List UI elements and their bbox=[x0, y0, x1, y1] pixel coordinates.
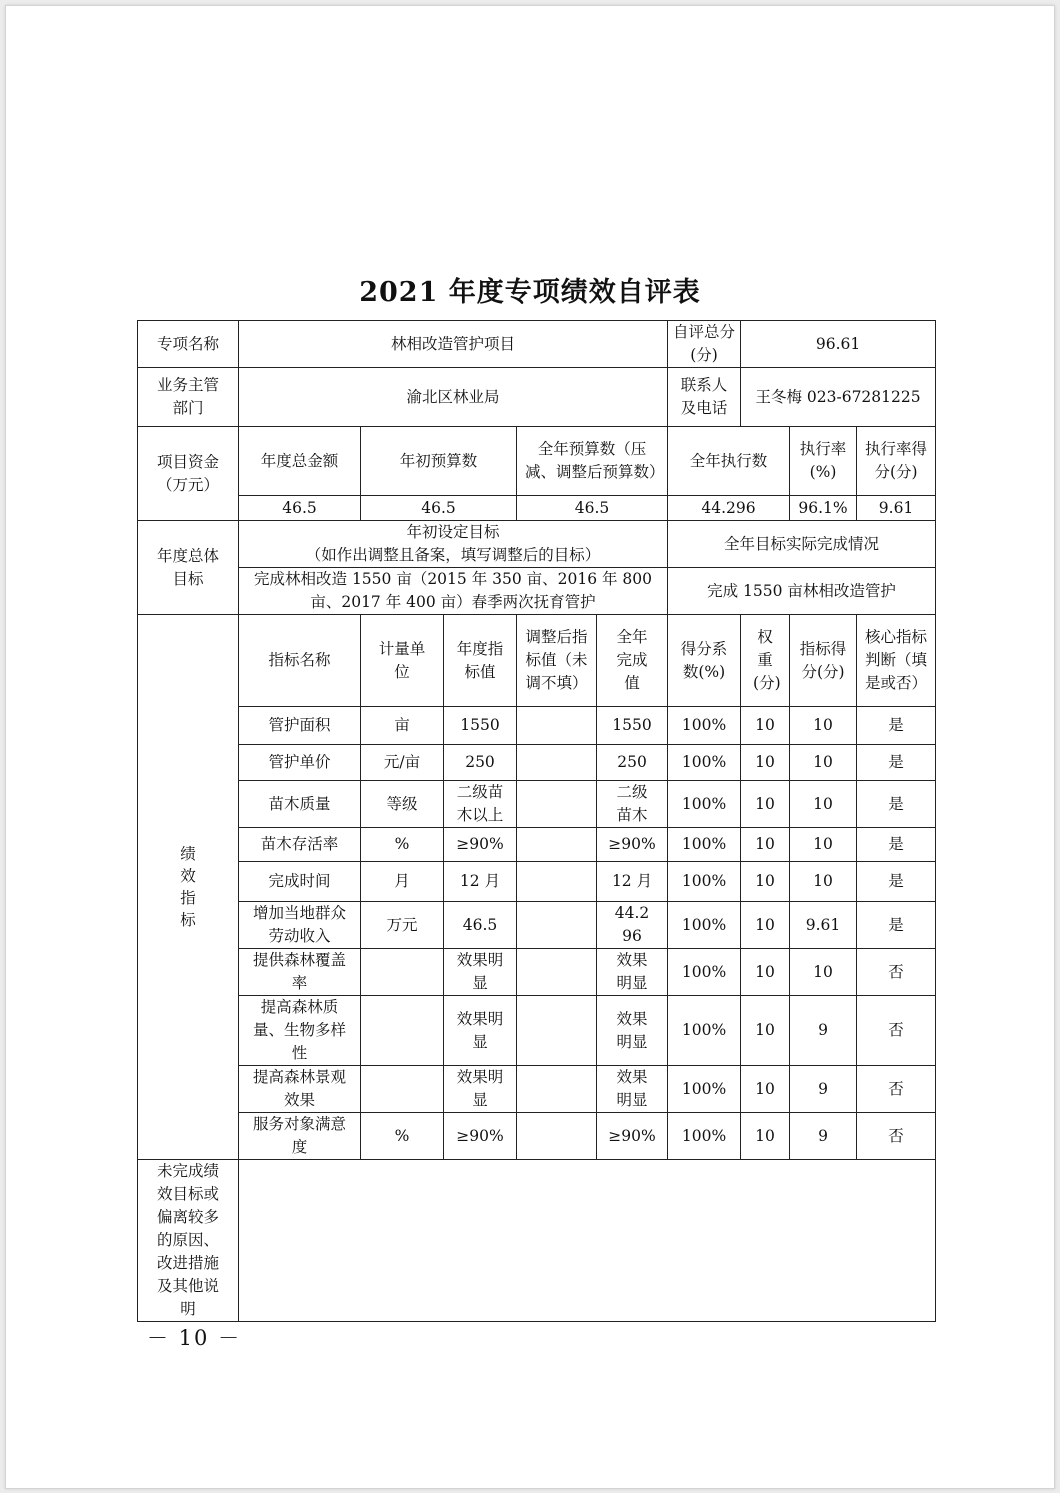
indicator-name: 完成时间 bbox=[239, 862, 361, 902]
row-remarks bbox=[138, 1160, 936, 1322]
funds-value-4: 96.1% bbox=[790, 496, 857, 521]
indicator-row bbox=[138, 745, 936, 781]
funds-header-4: 执行率(%) bbox=[790, 427, 857, 496]
indicator-score: 9.61 bbox=[790, 902, 857, 949]
indicator-header-5: 得分系数(%) bbox=[668, 615, 741, 707]
indicator-coefficient: 100% bbox=[668, 707, 741, 745]
remarks-label: 未完成绩效目标或偏离较多的原因、改进措施及其他说明 bbox=[138, 1160, 239, 1322]
indicator-target: 效果明显 bbox=[444, 949, 517, 996]
indicator-name: 提高森林质量、生物多样性 bbox=[239, 996, 361, 1066]
department-value: 渝北区林业局 bbox=[239, 368, 668, 427]
page-number: － 10 － bbox=[147, 1326, 242, 1350]
indicator-core: 是 bbox=[857, 828, 936, 862]
indicator-unit: 月 bbox=[361, 862, 444, 902]
indicator-core: 否 bbox=[857, 949, 936, 996]
table-body bbox=[138, 321, 936, 1322]
indicator-row bbox=[138, 781, 936, 828]
indicator-adjusted bbox=[517, 1066, 597, 1113]
indicator-header-3: 调整后指标值（未调不填） bbox=[517, 615, 597, 707]
indicator-weight: 10 bbox=[741, 1066, 790, 1113]
goals-set-header-line1: 年初设定目标 bbox=[406, 523, 500, 541]
indicator-coefficient: 100% bbox=[668, 745, 741, 781]
indicator-core: 是 bbox=[857, 781, 936, 828]
indicator-unit bbox=[361, 949, 444, 996]
indicator-actual: 1550 bbox=[597, 707, 668, 745]
contact-label: 联系人及电话 bbox=[668, 368, 741, 427]
row-goals-values bbox=[138, 568, 936, 615]
goals-set-header-line2: （如作出调整且备案，填写调整后的目标） bbox=[305, 546, 601, 564]
indicator-row bbox=[138, 707, 936, 745]
indicator-header-2: 年度指标值 bbox=[444, 615, 517, 707]
indicator-row bbox=[138, 1113, 936, 1160]
indicator-coefficient: 100% bbox=[668, 828, 741, 862]
indicator-target: 46.5 bbox=[444, 902, 517, 949]
indicator-actual: 二级苗木 bbox=[597, 781, 668, 828]
indicator-core: 是 bbox=[857, 745, 936, 781]
goals-actual-header: 全年目标实际完成情况 bbox=[668, 521, 936, 568]
indicator-score: 9 bbox=[790, 996, 857, 1066]
indicator-weight: 10 bbox=[741, 707, 790, 745]
indicator-score: 10 bbox=[790, 949, 857, 996]
indicator-row bbox=[138, 862, 936, 902]
indicator-actual: ≥90% bbox=[597, 828, 668, 862]
indicator-adjusted bbox=[517, 745, 597, 781]
funds-header-0: 年度总金额 bbox=[239, 427, 361, 496]
indicator-weight: 10 bbox=[741, 1113, 790, 1160]
department-label: 业务主管部门 bbox=[138, 368, 239, 427]
indicator-core: 是 bbox=[857, 862, 936, 902]
indicator-name: 提高森林景观效果 bbox=[239, 1066, 361, 1113]
self-score-value: 96.61 bbox=[741, 321, 936, 368]
indicator-score: 9 bbox=[790, 1113, 857, 1160]
goals-label: 年度总体目标 bbox=[138, 521, 239, 615]
indicator-unit: 万元 bbox=[361, 902, 444, 949]
indicator-target: ≥90% bbox=[444, 828, 517, 862]
indicator-actual: 12 月 bbox=[597, 862, 668, 902]
indicator-header-4: 全年完成值 bbox=[597, 615, 668, 707]
indicator-unit: 元/亩 bbox=[361, 745, 444, 781]
goals-actual-value: 完成 1550 亩林相改造管护 bbox=[668, 568, 936, 615]
project-name-value: 林相改造管护项目 bbox=[239, 321, 668, 368]
indicator-score: 10 bbox=[790, 828, 857, 862]
indicator-coefficient: 100% bbox=[668, 862, 741, 902]
indicator-adjusted bbox=[517, 902, 597, 949]
indicator-unit: % bbox=[361, 828, 444, 862]
indicator-header-1: 计量单位 bbox=[361, 615, 444, 707]
indicator-row bbox=[138, 902, 936, 949]
indicator-unit: 亩 bbox=[361, 707, 444, 745]
indicator-actual: ≥90% bbox=[597, 1113, 668, 1160]
indicator-score: 9 bbox=[790, 1066, 857, 1113]
indicator-row bbox=[138, 828, 936, 862]
indicator-coefficient: 100% bbox=[668, 1113, 741, 1160]
indicator-score: 10 bbox=[790, 862, 857, 902]
indicator-header-7: 指标得分(分) bbox=[790, 615, 857, 707]
contact-value: 王冬梅 023-67281225 bbox=[741, 368, 936, 427]
indicator-actual: 250 bbox=[597, 745, 668, 781]
row-project-name bbox=[138, 321, 936, 368]
goals-set-value: 完成林相改造 1550 亩（2015 年 350 亩、2016 年 800 亩、2017 年 400 亩）春季两次抚育管护 bbox=[239, 568, 668, 615]
indicator-target: 12 月 bbox=[444, 862, 517, 902]
indicator-unit bbox=[361, 1066, 444, 1113]
row-funds-values bbox=[138, 496, 936, 521]
indicator-weight: 10 bbox=[741, 828, 790, 862]
project-name-label: 专项名称 bbox=[138, 321, 239, 368]
indicator-row bbox=[138, 1066, 936, 1113]
indicator-adjusted bbox=[517, 781, 597, 828]
indicator-target: ≥90% bbox=[444, 1113, 517, 1160]
goals-set-header bbox=[239, 521, 668, 568]
indicator-target: 效果明显 bbox=[444, 996, 517, 1066]
funds-header-1: 年初预算数 bbox=[361, 427, 517, 496]
indicator-weight: 10 bbox=[741, 996, 790, 1066]
indicator-unit bbox=[361, 996, 444, 1066]
page-title: 2021 年度专项绩效自评表 bbox=[359, 277, 701, 308]
indicator-name: 苗木质量 bbox=[239, 781, 361, 828]
indicator-weight: 10 bbox=[741, 745, 790, 781]
indicator-weight: 10 bbox=[741, 902, 790, 949]
indicator-score: 10 bbox=[790, 745, 857, 781]
indicator-target: 250 bbox=[444, 745, 517, 781]
indicator-name: 提供森林覆盖率 bbox=[239, 949, 361, 996]
indicator-core: 是 bbox=[857, 902, 936, 949]
indicator-adjusted bbox=[517, 862, 597, 902]
indicator-row bbox=[138, 949, 936, 996]
indicator-target: 效果明显 bbox=[444, 1066, 517, 1113]
indicator-target: 1550 bbox=[444, 707, 517, 745]
funds-value-2: 46.5 bbox=[517, 496, 668, 521]
indicator-name: 服务对象满意度 bbox=[239, 1113, 361, 1160]
indicator-coefficient: 100% bbox=[668, 902, 741, 949]
indicator-name: 管护面积 bbox=[239, 707, 361, 745]
indicator-core: 否 bbox=[857, 1066, 936, 1113]
indicator-header-6: 权重(分) bbox=[741, 615, 790, 707]
indicator-target: 二级苗木以上 bbox=[444, 781, 517, 828]
funds-value-5: 9.61 bbox=[857, 496, 936, 521]
indicator-actual: 44.296 bbox=[597, 902, 668, 949]
indicator-core: 否 bbox=[857, 1113, 936, 1160]
self-score-label: 自评总分(分) bbox=[668, 321, 741, 368]
indicator-weight: 10 bbox=[741, 862, 790, 902]
indicator-actual: 效果明显 bbox=[597, 949, 668, 996]
indicator-unit: 等级 bbox=[361, 781, 444, 828]
indicator-name: 管护单价 bbox=[239, 745, 361, 781]
indicator-core: 否 bbox=[857, 996, 936, 1066]
indicator-score: 10 bbox=[790, 781, 857, 828]
indicators-label-text: 绩效指标 bbox=[180, 844, 196, 929]
indicator-name: 增加当地群众劳动收入 bbox=[239, 902, 361, 949]
indicator-adjusted bbox=[517, 828, 597, 862]
indicator-adjusted bbox=[517, 996, 597, 1066]
indicator-coefficient: 100% bbox=[668, 1066, 741, 1113]
indicator-header-0: 指标名称 bbox=[239, 615, 361, 707]
evaluation-table bbox=[137, 320, 936, 1322]
indicator-coefficient: 100% bbox=[668, 781, 741, 828]
remarks-value bbox=[239, 1160, 936, 1322]
indicator-adjusted bbox=[517, 1113, 597, 1160]
indicator-weight: 10 bbox=[741, 781, 790, 828]
indicator-name: 苗木存活率 bbox=[239, 828, 361, 862]
indicator-unit: % bbox=[361, 1113, 444, 1160]
indicator-core: 是 bbox=[857, 707, 936, 745]
indicator-row bbox=[138, 996, 936, 1066]
row-goals-header bbox=[138, 521, 936, 568]
row-funds-header bbox=[138, 427, 936, 496]
funds-value-0: 46.5 bbox=[239, 496, 361, 521]
indicator-adjusted bbox=[517, 707, 597, 745]
indicator-header-8: 核心指标判断（填是或否） bbox=[857, 615, 936, 707]
indicator-coefficient: 100% bbox=[668, 949, 741, 996]
funds-label: 项目资金（万元） bbox=[138, 427, 239, 521]
indicator-weight: 10 bbox=[741, 949, 790, 996]
indicator-actual: 效果明显 bbox=[597, 996, 668, 1066]
funds-value-3: 44.296 bbox=[668, 496, 790, 521]
funds-header-3: 全年执行数 bbox=[668, 427, 790, 496]
indicator-actual: 效果明显 bbox=[597, 1066, 668, 1113]
indicator-coefficient: 100% bbox=[668, 996, 741, 1066]
funds-header-5: 执行率得分(分) bbox=[857, 427, 936, 496]
indicator-adjusted bbox=[517, 949, 597, 996]
indicator-score: 10 bbox=[790, 707, 857, 745]
funds-value-1: 46.5 bbox=[361, 496, 517, 521]
indicators-label bbox=[138, 615, 239, 1160]
funds-header-2: 全年预算数（压减、调整后预算数） bbox=[517, 427, 668, 496]
row-indicator-headers bbox=[138, 615, 936, 707]
row-department bbox=[138, 368, 936, 427]
